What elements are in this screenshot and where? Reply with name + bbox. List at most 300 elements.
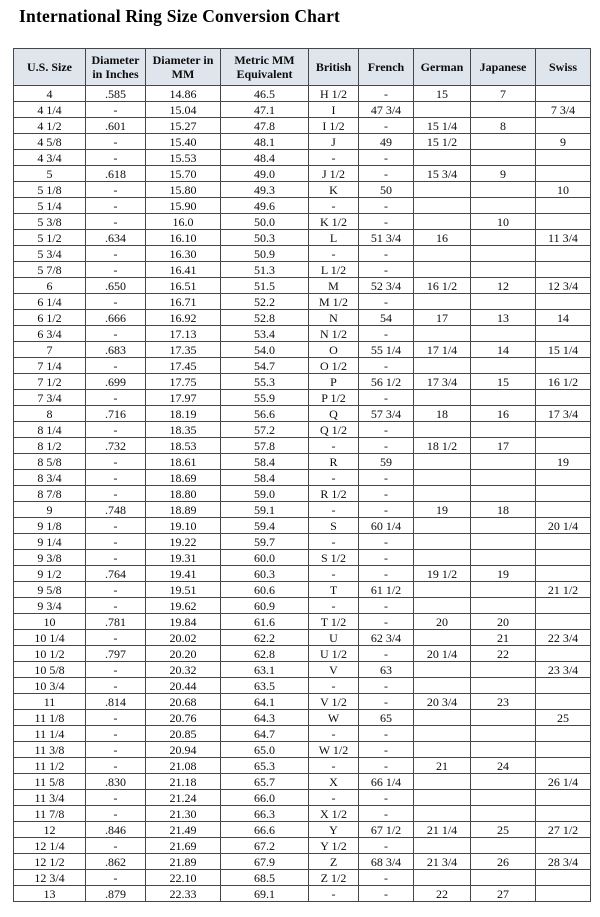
cell-diameter-mm: 19.62 — [146, 598, 221, 614]
cell-us-size: 6 1/4 — [14, 294, 86, 310]
cell-french: 51 3/4 — [359, 230, 414, 246]
cell-diameter-inches: - — [86, 742, 146, 758]
cell-diameter-mm: 20.02 — [146, 630, 221, 646]
cell-metric-mm-equivalent: 66.6 — [221, 822, 309, 838]
cell-us-size: 11 1/8 — [14, 710, 86, 726]
cell-diameter-inches: - — [86, 758, 146, 774]
cell-japanese — [471, 150, 536, 166]
cell-swiss — [536, 534, 591, 550]
cell-swiss — [536, 870, 591, 886]
cell-diameter-mm: 20.85 — [146, 726, 221, 742]
cell-french: - — [359, 438, 414, 454]
cell-french: - — [359, 486, 414, 502]
cell-diameter-inches: .814 — [86, 694, 146, 710]
cell-swiss — [536, 214, 591, 230]
cell-british: S — [309, 518, 359, 534]
cell-british: - — [309, 726, 359, 742]
cell-us-size: 9 — [14, 502, 86, 518]
cell-diameter-inches: - — [86, 806, 146, 822]
cell-german — [414, 246, 471, 262]
cell-diameter-inches: .699 — [86, 374, 146, 390]
cell-german — [414, 678, 471, 694]
cell-french: - — [359, 86, 414, 102]
cell-diameter-mm: 16.92 — [146, 310, 221, 326]
table-row — [14, 262, 591, 278]
cell-french: - — [359, 214, 414, 230]
table-row — [14, 422, 591, 438]
cell-diameter-inches: - — [86, 534, 146, 550]
cell-japanese — [471, 294, 536, 310]
cell-british: W — [309, 710, 359, 726]
table-row — [14, 102, 591, 118]
cell-german: 19 — [414, 502, 471, 518]
cell-german: 18 1/2 — [414, 438, 471, 454]
cell-japanese: 26 — [471, 854, 536, 870]
cell-german — [414, 870, 471, 886]
cell-diameter-inches: .764 — [86, 566, 146, 582]
cell-us-size: 7 — [14, 342, 86, 358]
table-row — [14, 822, 591, 838]
cell-french: 52 3/4 — [359, 278, 414, 294]
cell-german — [414, 486, 471, 502]
cell-us-size: 6 1/2 — [14, 310, 86, 326]
cell-japanese: 22 — [471, 646, 536, 662]
cell-diameter-inches: - — [86, 134, 146, 150]
cell-diameter-mm: 17.97 — [146, 390, 221, 406]
cell-swiss — [536, 790, 591, 806]
cell-metric-mm-equivalent: 52.8 — [221, 310, 309, 326]
cell-british: M — [309, 278, 359, 294]
cell-diameter-mm: 15.53 — [146, 150, 221, 166]
cell-british: - — [309, 790, 359, 806]
cell-japanese — [471, 838, 536, 854]
cell-diameter-inches: - — [86, 518, 146, 534]
cell-swiss — [536, 262, 591, 278]
table-row — [14, 790, 591, 806]
cell-japanese — [471, 358, 536, 374]
cell-japanese — [471, 662, 536, 678]
cell-swiss: 7 3/4 — [536, 102, 591, 118]
table-row — [14, 694, 591, 710]
cell-japanese — [471, 518, 536, 534]
cell-german — [414, 390, 471, 406]
table-row — [14, 646, 591, 662]
cell-british: - — [309, 438, 359, 454]
cell-swiss — [536, 566, 591, 582]
cell-french: - — [359, 166, 414, 182]
cell-french: - — [359, 726, 414, 742]
cell-german: 20 — [414, 614, 471, 630]
cell-diameter-inches: - — [86, 326, 146, 342]
cell-german — [414, 726, 471, 742]
cell-japanese — [471, 230, 536, 246]
cell-swiss — [536, 246, 591, 262]
cell-german — [414, 838, 471, 854]
cell-diameter-mm: 20.44 — [146, 678, 221, 694]
cell-german — [414, 598, 471, 614]
cell-metric-mm-equivalent: 60.3 — [221, 566, 309, 582]
column-header-japanese: Japanese — [471, 49, 536, 86]
cell-diameter-inches: - — [86, 726, 146, 742]
table-row — [14, 870, 591, 886]
cell-metric-mm-equivalent: 59.0 — [221, 486, 309, 502]
cell-metric-mm-equivalent: 63.5 — [221, 678, 309, 694]
cell-us-size: 6 — [14, 278, 86, 294]
cell-british: S 1/2 — [309, 550, 359, 566]
cell-german — [414, 182, 471, 198]
table-row — [14, 278, 591, 294]
cell-japanese: 24 — [471, 758, 536, 774]
cell-swiss: 26 1/4 — [536, 774, 591, 790]
cell-british: Q — [309, 406, 359, 422]
cell-swiss — [536, 358, 591, 374]
cell-diameter-inches: - — [86, 182, 146, 198]
cell-british: - — [309, 566, 359, 582]
cell-german — [414, 534, 471, 550]
cell-swiss — [536, 390, 591, 406]
cell-german — [414, 630, 471, 646]
cell-japanese: 20 — [471, 614, 536, 630]
cell-japanese — [471, 870, 536, 886]
column-header-diameter-mm: Diameter in MM — [146, 49, 221, 86]
cell-japanese — [471, 710, 536, 726]
cell-diameter-inches: - — [86, 214, 146, 230]
cell-us-size: 5 — [14, 166, 86, 182]
cell-japanese — [471, 790, 536, 806]
cell-german: 16 — [414, 230, 471, 246]
cell-diameter-mm: 18.61 — [146, 454, 221, 470]
cell-metric-mm-equivalent: 60.9 — [221, 598, 309, 614]
cell-diameter-mm: 15.80 — [146, 182, 221, 198]
cell-us-size: 12 1/4 — [14, 838, 86, 854]
cell-diameter-inches: - — [86, 598, 146, 614]
cell-diameter-mm: 17.45 — [146, 358, 221, 374]
cell-british: W 1/2 — [309, 742, 359, 758]
cell-french: - — [359, 118, 414, 134]
cell-british: I 1/2 — [309, 118, 359, 134]
cell-us-size: 9 3/4 — [14, 598, 86, 614]
cell-diameter-mm: 21.24 — [146, 790, 221, 806]
cell-french: - — [359, 886, 414, 902]
cell-british: X — [309, 774, 359, 790]
column-header-diameter-inches: Diameter in Inches — [86, 49, 146, 86]
cell-us-size: 11 5/8 — [14, 774, 86, 790]
cell-swiss — [536, 486, 591, 502]
cell-diameter-mm: 20.32 — [146, 662, 221, 678]
cell-french: 61 1/2 — [359, 582, 414, 598]
cell-swiss — [536, 758, 591, 774]
cell-german: 20 1/4 — [414, 646, 471, 662]
cell-british: O — [309, 342, 359, 358]
cell-diameter-inches: .666 — [86, 310, 146, 326]
cell-diameter-inches: - — [86, 102, 146, 118]
cell-british: Y 1/2 — [309, 838, 359, 854]
cell-diameter-mm: 18.19 — [146, 406, 221, 422]
cell-british: - — [309, 758, 359, 774]
cell-diameter-mm: 16.51 — [146, 278, 221, 294]
cell-german — [414, 454, 471, 470]
cell-german: 15 1/2 — [414, 134, 471, 150]
cell-french: 59 — [359, 454, 414, 470]
table-row — [14, 134, 591, 150]
cell-german — [414, 198, 471, 214]
cell-british: J 1/2 — [309, 166, 359, 182]
table-row — [14, 486, 591, 502]
cell-metric-mm-equivalent: 59.7 — [221, 534, 309, 550]
cell-french: - — [359, 502, 414, 518]
cell-metric-mm-equivalent: 62.2 — [221, 630, 309, 646]
cell-metric-mm-equivalent: 67.2 — [221, 838, 309, 854]
cell-french: - — [359, 422, 414, 438]
cell-japanese: 8 — [471, 118, 536, 134]
cell-diameter-mm: 15.04 — [146, 102, 221, 118]
cell-swiss: 19 — [536, 454, 591, 470]
cell-german — [414, 550, 471, 566]
cell-french: - — [359, 838, 414, 854]
cell-diameter-mm: 22.33 — [146, 886, 221, 902]
cell-japanese — [471, 198, 536, 214]
table-row — [14, 742, 591, 758]
cell-diameter-mm: 16.10 — [146, 230, 221, 246]
cell-metric-mm-equivalent: 63.1 — [221, 662, 309, 678]
cell-diameter-mm: 19.10 — [146, 518, 221, 534]
cell-japanese: 21 — [471, 630, 536, 646]
cell-french: - — [359, 566, 414, 582]
cell-french: - — [359, 326, 414, 342]
cell-german — [414, 294, 471, 310]
table-row — [14, 342, 591, 358]
cell-metric-mm-equivalent: 65.3 — [221, 758, 309, 774]
cell-swiss: 16 1/2 — [536, 374, 591, 390]
cell-japanese: 17 — [471, 438, 536, 454]
table-row — [14, 598, 591, 614]
cell-german: 18 — [414, 406, 471, 422]
cell-us-size: 9 5/8 — [14, 582, 86, 598]
cell-french: - — [359, 790, 414, 806]
cell-diameter-mm: 20.20 — [146, 646, 221, 662]
cell-french: 60 1/4 — [359, 518, 414, 534]
cell-swiss: 14 — [536, 310, 591, 326]
cell-us-size: 5 1/8 — [14, 182, 86, 198]
cell-swiss: 12 3/4 — [536, 278, 591, 294]
table-header — [14, 49, 591, 86]
cell-french: 57 3/4 — [359, 406, 414, 422]
cell-metric-mm-equivalent: 65.0 — [221, 742, 309, 758]
cell-swiss — [536, 294, 591, 310]
cell-diameter-inches: - — [86, 870, 146, 886]
cell-us-size: 5 3/8 — [14, 214, 86, 230]
cell-japanese: 13 — [471, 310, 536, 326]
cell-us-size: 9 1/2 — [14, 566, 86, 582]
cell-french: 55 1/4 — [359, 342, 414, 358]
table-row — [14, 246, 591, 262]
cell-diameter-mm: 20.94 — [146, 742, 221, 758]
table-row — [14, 774, 591, 790]
cell-diameter-mm: 21.89 — [146, 854, 221, 870]
cell-diameter-mm: 17.35 — [146, 342, 221, 358]
cell-swiss — [536, 550, 591, 566]
cell-diameter-mm: 21.18 — [146, 774, 221, 790]
cell-diameter-inches: .601 — [86, 118, 146, 134]
table-row — [14, 614, 591, 630]
table-row — [14, 806, 591, 822]
cell-french: 68 3/4 — [359, 854, 414, 870]
cell-japanese: 23 — [471, 694, 536, 710]
cell-diameter-mm: 21.49 — [146, 822, 221, 838]
table-row — [14, 150, 591, 166]
cell-japanese: 12 — [471, 278, 536, 294]
cell-us-size: 4 3/4 — [14, 150, 86, 166]
cell-british: X 1/2 — [309, 806, 359, 822]
cell-french: 47 3/4 — [359, 102, 414, 118]
cell-german — [414, 150, 471, 166]
cell-german: 15 — [414, 86, 471, 102]
cell-diameter-inches: .748 — [86, 502, 146, 518]
cell-japanese: 18 — [471, 502, 536, 518]
cell-british: U 1/2 — [309, 646, 359, 662]
cell-french: 66 1/4 — [359, 774, 414, 790]
cell-us-size: 12 — [14, 822, 86, 838]
cell-japanese — [471, 806, 536, 822]
cell-japanese — [471, 102, 536, 118]
cell-diameter-inches: - — [86, 678, 146, 694]
cell-french: - — [359, 198, 414, 214]
cell-japanese: 15 — [471, 374, 536, 390]
cell-diameter-inches: .879 — [86, 886, 146, 902]
cell-japanese — [471, 470, 536, 486]
cell-metric-mm-equivalent: 64.7 — [221, 726, 309, 742]
cell-british: - — [309, 598, 359, 614]
cell-japanese — [471, 422, 536, 438]
cell-us-size: 5 1/2 — [14, 230, 86, 246]
cell-us-size: 9 3/8 — [14, 550, 86, 566]
cell-german: 17 — [414, 310, 471, 326]
cell-german: 21 — [414, 758, 471, 774]
cell-diameter-mm: 15.90 — [146, 198, 221, 214]
table-row — [14, 406, 591, 422]
cell-metric-mm-equivalent: 64.3 — [221, 710, 309, 726]
cell-diameter-inches: - — [86, 790, 146, 806]
cell-metric-mm-equivalent: 54.0 — [221, 342, 309, 358]
cell-japanese — [471, 390, 536, 406]
cell-metric-mm-equivalent: 69.1 — [221, 886, 309, 902]
cell-diameter-inches: .830 — [86, 774, 146, 790]
cell-japanese: 10 — [471, 214, 536, 230]
cell-metric-mm-equivalent: 66.0 — [221, 790, 309, 806]
cell-british: R 1/2 — [309, 486, 359, 502]
cell-british: V — [309, 662, 359, 678]
cell-diameter-mm: 18.53 — [146, 438, 221, 454]
table-row — [14, 214, 591, 230]
cell-swiss — [536, 422, 591, 438]
cell-metric-mm-equivalent: 49.0 — [221, 166, 309, 182]
column-header-german: German — [414, 49, 471, 86]
cell-diameter-mm: 22.10 — [146, 870, 221, 886]
table-row — [14, 166, 591, 182]
cell-metric-mm-equivalent: 59.4 — [221, 518, 309, 534]
cell-british: Y — [309, 822, 359, 838]
table-row — [14, 182, 591, 198]
cell-japanese — [471, 486, 536, 502]
cell-diameter-mm: 19.31 — [146, 550, 221, 566]
cell-diameter-inches: .716 — [86, 406, 146, 422]
cell-swiss: 20 1/4 — [536, 518, 591, 534]
table-row — [14, 662, 591, 678]
cell-french: - — [359, 294, 414, 310]
cell-diameter-mm: 15.70 — [146, 166, 221, 182]
cell-us-size: 10 1/4 — [14, 630, 86, 646]
cell-metric-mm-equivalent: 57.2 — [221, 422, 309, 438]
cell-diameter-mm: 17.75 — [146, 374, 221, 390]
cell-british: Q 1/2 — [309, 422, 359, 438]
cell-us-size: 4 5/8 — [14, 134, 86, 150]
cell-diameter-inches: - — [86, 486, 146, 502]
cell-japanese: 19 — [471, 566, 536, 582]
cell-french: 62 3/4 — [359, 630, 414, 646]
cell-swiss — [536, 326, 591, 342]
cell-british: O 1/2 — [309, 358, 359, 374]
cell-us-size: 9 1/8 — [14, 518, 86, 534]
cell-german — [414, 326, 471, 342]
cell-french: 65 — [359, 710, 414, 726]
cell-german — [414, 662, 471, 678]
cell-french: 63 — [359, 662, 414, 678]
cell-swiss: 23 3/4 — [536, 662, 591, 678]
cell-japanese — [471, 262, 536, 278]
cell-german — [414, 262, 471, 278]
table-row — [14, 710, 591, 726]
cell-diameter-mm: 19.84 — [146, 614, 221, 630]
cell-german: 20 3/4 — [414, 694, 471, 710]
cell-metric-mm-equivalent: 53.4 — [221, 326, 309, 342]
cell-diameter-mm: 21.08 — [146, 758, 221, 774]
cell-diameter-mm: 20.68 — [146, 694, 221, 710]
cell-french: - — [359, 806, 414, 822]
cell-french: - — [359, 246, 414, 262]
table-body — [14, 86, 591, 902]
cell-swiss — [536, 886, 591, 902]
cell-german — [414, 742, 471, 758]
cell-diameter-inches: - — [86, 582, 146, 598]
cell-us-size: 5 7/8 — [14, 262, 86, 278]
cell-us-size: 10 5/8 — [14, 662, 86, 678]
cell-diameter-inches: - — [86, 470, 146, 486]
cell-german — [414, 774, 471, 790]
cell-metric-mm-equivalent: 47.8 — [221, 118, 309, 134]
cell-british: R — [309, 454, 359, 470]
cell-french: 49 — [359, 134, 414, 150]
cell-diameter-inches: .618 — [86, 166, 146, 182]
cell-metric-mm-equivalent: 48.4 — [221, 150, 309, 166]
cell-swiss: 11 3/4 — [536, 230, 591, 246]
table-row — [14, 198, 591, 214]
cell-french: - — [359, 534, 414, 550]
cell-german — [414, 518, 471, 534]
cell-us-size: 12 1/2 — [14, 854, 86, 870]
cell-japanese — [471, 134, 536, 150]
cell-metric-mm-equivalent: 55.3 — [221, 374, 309, 390]
cell-diameter-inches: .797 — [86, 646, 146, 662]
cell-metric-mm-equivalent: 67.9 — [221, 854, 309, 870]
table-row — [14, 550, 591, 566]
cell-diameter-inches: - — [86, 422, 146, 438]
cell-japanese: 14 — [471, 342, 536, 358]
cell-swiss — [536, 438, 591, 454]
cell-diameter-inches: - — [86, 838, 146, 854]
cell-french: - — [359, 358, 414, 374]
cell-swiss — [536, 198, 591, 214]
cell-german: 22 — [414, 886, 471, 902]
